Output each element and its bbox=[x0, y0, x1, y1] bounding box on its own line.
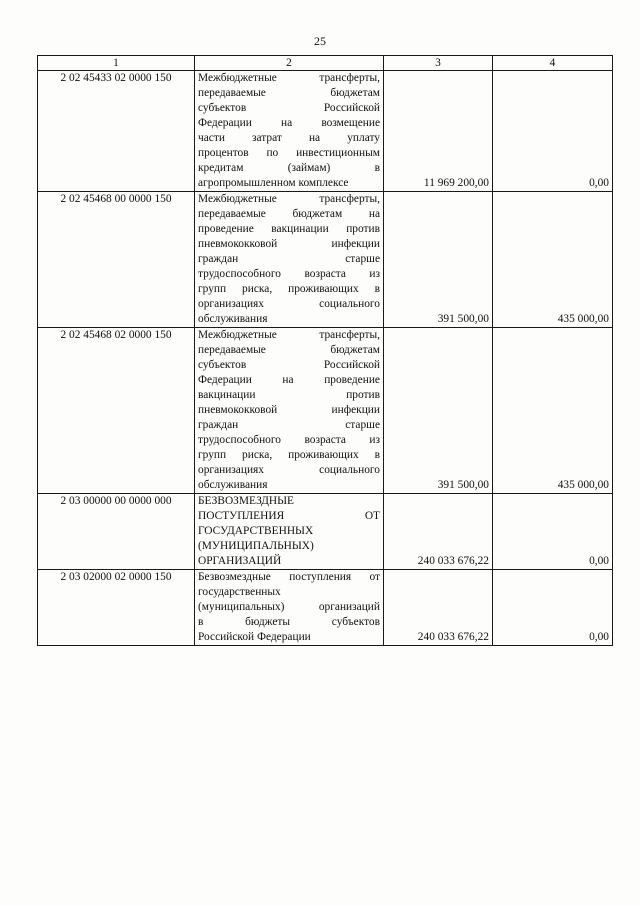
description-line: агропромышленном комплексе bbox=[198, 177, 349, 189]
description-line: Безвозмездные поступления от bbox=[198, 571, 380, 583]
table-row bbox=[38, 328, 613, 494]
column-header-2: 2 bbox=[195, 56, 384, 71]
description-line: пневмококковой инфекции bbox=[198, 404, 380, 416]
description-line: Федерации на проведение bbox=[198, 374, 380, 386]
budget-table bbox=[37, 55, 613, 646]
amount-col3-cell: 240 033 676,22 bbox=[384, 570, 493, 646]
description-line: государственных bbox=[198, 586, 281, 598]
column-header-1: 1 bbox=[38, 56, 195, 71]
description-line: групп риска, проживающих в bbox=[198, 449, 380, 461]
budget-code-cell: 2 02 45468 02 0000 150 bbox=[38, 328, 195, 494]
amount-col3-cell: 391 500,00 bbox=[384, 328, 493, 494]
description-line: части затрат на уплату bbox=[198, 132, 380, 144]
description-line: (муниципальных) организаций bbox=[198, 601, 380, 613]
amount-col4-cell: 435 000,00 bbox=[493, 192, 613, 328]
description-line: Российской Федерации bbox=[198, 631, 311, 643]
description-line: БЕЗВОЗМЕЗДНЫЕ bbox=[198, 495, 294, 507]
description-cell bbox=[195, 328, 384, 494]
description-line: (МУНИЦИПАЛЬНЫХ) bbox=[198, 540, 314, 552]
description-cell bbox=[195, 71, 384, 192]
description-line: граждан старше bbox=[198, 253, 380, 265]
table-row bbox=[38, 494, 613, 570]
description-line: обслуживания bbox=[198, 479, 268, 491]
page-number: 25 bbox=[314, 34, 326, 48]
description-line: вакцинации против bbox=[198, 389, 380, 401]
description-line: обслуживания bbox=[198, 313, 268, 325]
description-line: кредитам (займам) в bbox=[198, 162, 380, 174]
description-line: ОРГАНИЗАЦИЙ bbox=[198, 555, 282, 567]
amount-col4-cell: 435 000,00 bbox=[493, 328, 613, 494]
description-line: организациях социального bbox=[198, 464, 380, 476]
description-line: ПОСТУПЛЕНИЯ ОТ bbox=[198, 510, 380, 522]
description-line: передаваемые бюджетам bbox=[198, 344, 380, 356]
budget-code-cell: 2 03 02000 02 0000 150 bbox=[38, 570, 195, 646]
amount-col4-cell: 0,00 bbox=[493, 570, 613, 646]
budget-code-cell: 2 02 45433 02 0000 150 bbox=[38, 71, 195, 192]
description-line: передаваемые бюджетам на bbox=[198, 208, 380, 220]
amount-col3-cell: 240 033 676,22 bbox=[384, 494, 493, 570]
column-header-4: 4 bbox=[493, 56, 613, 71]
description-line: трудоспособного возраста из bbox=[198, 434, 380, 446]
description-line: Межбюджетные трансферты, bbox=[198, 72, 380, 84]
budget-code-cell: 2 03 00000 00 0000 000 bbox=[38, 494, 195, 570]
table-row bbox=[38, 71, 613, 192]
description-line: в бюджеты субъектов bbox=[198, 616, 380, 628]
table-header-row bbox=[38, 56, 613, 71]
description-line: Межбюджетные трансферты, bbox=[198, 193, 380, 205]
description-line: субъектов Российской bbox=[198, 102, 380, 114]
table-row bbox=[38, 192, 613, 328]
column-header-3: 3 bbox=[384, 56, 493, 71]
description-line: субъектов Российской bbox=[198, 359, 380, 371]
description-line: трудоспособного возраста из bbox=[198, 268, 380, 280]
description-cell bbox=[195, 570, 384, 646]
description-line: процентов по инвестиционным bbox=[198, 147, 380, 159]
description-line: передаваемые бюджетам bbox=[198, 87, 380, 99]
description-line: Межбюджетные трансферты, bbox=[198, 329, 380, 341]
description-line: проведение вакцинации против bbox=[198, 223, 380, 235]
description-cell bbox=[195, 494, 384, 570]
budget-code-cell: 2 02 45468 00 0000 150 bbox=[38, 192, 195, 328]
description-line: Федерации на возмещение bbox=[198, 117, 380, 129]
amount-col4-cell: 0,00 bbox=[493, 71, 613, 192]
description-line: организациях социального bbox=[198, 298, 380, 310]
table-row bbox=[38, 570, 613, 646]
amount-col4-cell: 0,00 bbox=[493, 494, 613, 570]
description-line: граждан старше bbox=[198, 419, 380, 431]
description-line: пневмококковой инфекции bbox=[198, 238, 380, 250]
amount-col3-cell: 11 969 200,00 bbox=[384, 71, 493, 192]
description-line: групп риска, проживающих в bbox=[198, 283, 380, 295]
amount-col3-cell: 391 500,00 bbox=[384, 192, 493, 328]
description-cell bbox=[195, 192, 384, 328]
description-line: ГОСУДАРСТВЕННЫХ bbox=[198, 525, 314, 537]
